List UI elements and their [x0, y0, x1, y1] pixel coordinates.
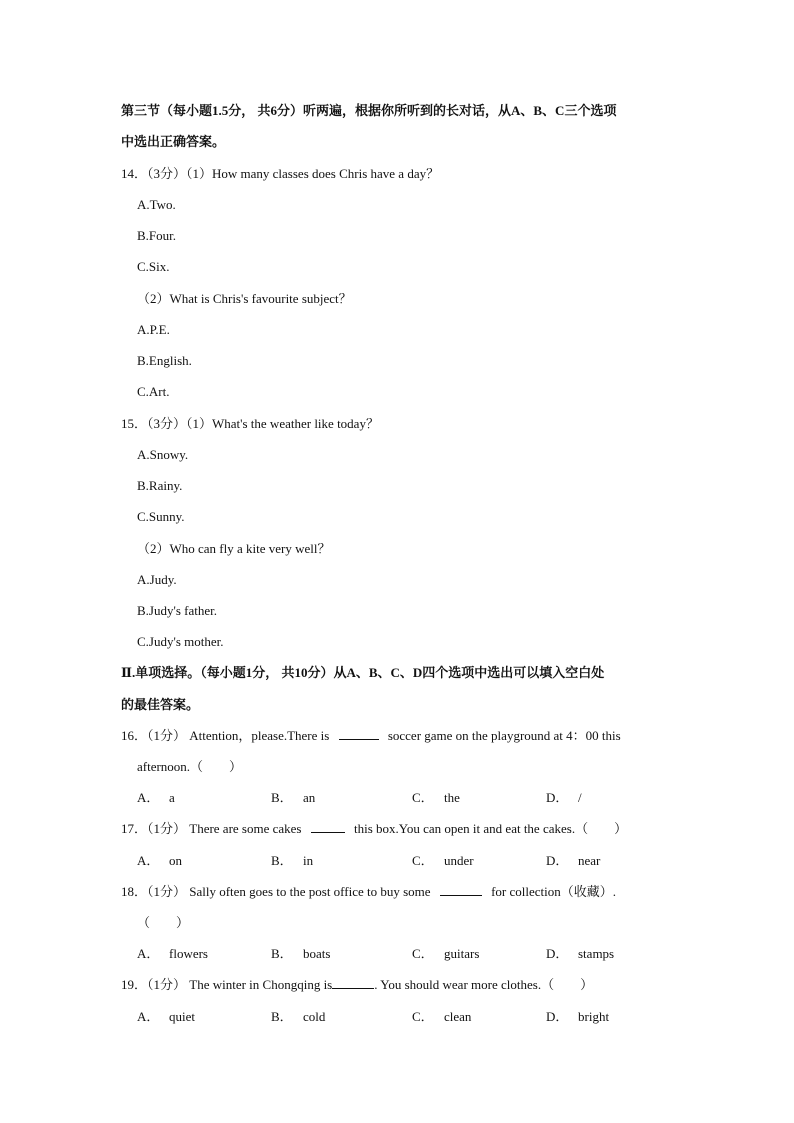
q17-option-b — [271, 852, 313, 870]
option-letter: D． — [546, 853, 569, 868]
option-text: on — [169, 853, 182, 868]
option-text: bright — [578, 1009, 610, 1024]
q14-p2-option-b: B.English. — [137, 353, 192, 368]
option-text: boats — [303, 946, 331, 961]
option-text: / — [578, 790, 582, 805]
q17-text-before-blank: 17．（1分） There are some cakes — [121, 821, 302, 836]
q16-option-a — [137, 789, 175, 807]
option-letter: A． — [137, 946, 160, 961]
question-18 — [121, 883, 616, 901]
q16-line2: afternoon.（ ） — [137, 759, 243, 774]
option-text: an — [303, 790, 316, 805]
option-letter: B． — [271, 1009, 293, 1024]
q17-option-d — [546, 852, 600, 870]
section3-header-line1: 第三节（每小题1.5分， 共6分）听两遍，根据你所听到的长对话，从A、B、C三个选项 — [121, 103, 617, 118]
option-letter: C． — [412, 853, 434, 868]
q16-blank — [339, 727, 379, 740]
option-text: cold — [303, 1009, 326, 1024]
q15-p1-option-a: A.Snowy. — [137, 447, 189, 462]
question-14: 14．（3分）（1）How many classes does Chris have a day？ — [121, 166, 440, 181]
question-16 — [121, 727, 621, 745]
q17-option-a — [137, 852, 182, 870]
q18-option-a — [137, 945, 208, 963]
option-text: guitars — [444, 946, 480, 961]
q19-option-a — [137, 1008, 195, 1026]
q17-text-after-blank: this box.You can open it and eat the cakes.（ ） — [354, 821, 628, 836]
option-text: stamps — [578, 946, 615, 961]
q15-p1-option-b: B.Rainy. — [137, 478, 183, 493]
option-letter: B． — [271, 853, 293, 868]
option-letter: A． — [137, 1009, 160, 1024]
option-text: in — [303, 853, 314, 868]
q18-text-before-blank: 18．（1分） Sally often goes to the post office to buy some — [121, 884, 431, 899]
q19-option-d — [546, 1008, 609, 1026]
q17-blank — [311, 820, 345, 833]
option-letter: D． — [546, 1009, 569, 1024]
option-letter: C． — [412, 790, 434, 805]
q16-option-c — [412, 789, 460, 807]
option-letter: C． — [412, 946, 434, 961]
q19-option-b — [271, 1008, 325, 1026]
section2-header-line1: Ⅱ.单项选择。（每小题1分， 共10分）从A、B、C、D四个选项中选出可以填入空白处 — [121, 665, 605, 680]
q18-line2: （ ） — [137, 915, 190, 930]
q15-p2-option-b: B.Judy's father. — [137, 603, 217, 618]
q15-p2-option-c: C.Judy's mother. — [137, 634, 224, 649]
option-text: near — [578, 853, 601, 868]
q16-option-b — [271, 789, 315, 807]
option-text: clean — [444, 1009, 472, 1024]
q16-text-before-blank: 16．（1分） Attention，please.There is — [121, 728, 330, 743]
section3-header-line2: 中选出正确答案。 — [121, 134, 226, 149]
q19-text-after-blank: . You should wear more clothes.（ ） — [374, 977, 594, 992]
q18-text-after-blank: for collection（收藏）. — [491, 884, 616, 899]
option-letter: B． — [271, 946, 293, 961]
question-17 — [121, 820, 627, 838]
q18-option-b — [271, 945, 330, 963]
section2-header-line2: 的最佳答案。 — [121, 697, 200, 712]
option-letter: C． — [412, 1009, 434, 1024]
q14-p1-option-c: C.Six. — [137, 259, 170, 274]
q19-option-c — [412, 1008, 471, 1026]
q17-option-c — [412, 852, 474, 870]
option-text: the — [444, 790, 460, 805]
q14-part2-question: （2）What is Chris's favourite subject？ — [137, 291, 352, 306]
option-letter: A． — [137, 790, 160, 805]
q16-text-after-blank: soccer game on the playground at 4：00 this — [387, 728, 621, 743]
q14-p2-option-a: A.P.E. — [137, 322, 170, 337]
option-letter: A． — [137, 853, 160, 868]
q18-blank — [440, 883, 482, 896]
q16-option-d — [546, 789, 582, 807]
option-letter: B． — [271, 790, 293, 805]
q14-p1-option-a: A.Two. — [137, 197, 176, 212]
q15-part2-question: （2）Who can fly a kite very well？ — [137, 541, 331, 556]
option-text: under — [444, 853, 474, 868]
option-letter: D． — [546, 790, 569, 805]
q18-option-c — [412, 945, 479, 963]
q14-p2-option-c: C.Art. — [137, 384, 170, 399]
option-text: flowers — [169, 946, 208, 961]
question-15: 15．（3分）（1）What's the weather like today？ — [121, 416, 379, 431]
q14-p1-option-b: B.Four. — [137, 228, 177, 243]
q19-blank — [332, 976, 374, 989]
q19-text-before-blank: 19．（1分） The winter in Chongqing is — [121, 977, 333, 992]
q15-p2-option-a: A.Judy. — [137, 572, 177, 587]
option-text: quiet — [169, 1009, 195, 1024]
q15-p1-option-c: C.Sunny. — [137, 509, 185, 524]
question-19 — [121, 976, 593, 994]
option-letter: D． — [546, 946, 569, 961]
option-text: a — [169, 790, 175, 805]
q18-option-d — [546, 945, 614, 963]
